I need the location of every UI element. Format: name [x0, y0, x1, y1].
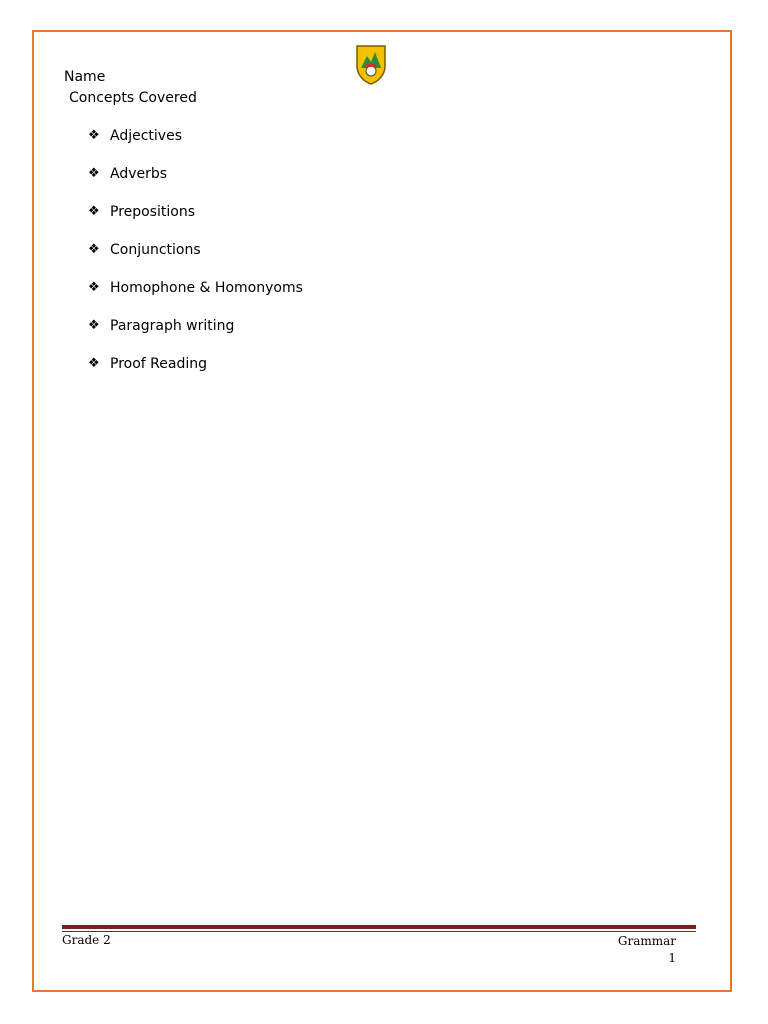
diamond-bullet-icon: ❖ — [88, 166, 100, 181]
topic-label: Adverbs — [110, 166, 168, 182]
diamond-bullet-icon: ❖ — [88, 204, 100, 219]
name-label: Name — [64, 69, 106, 85]
diamond-bullet-icon: ❖ — [88, 356, 100, 371]
page-number: 1 — [668, 951, 676, 965]
topic-label: Homophone & Homonyoms — [110, 280, 303, 296]
footer-rule — [62, 925, 696, 929]
list-item — [88, 202, 303, 240]
topic-label: Proof Reading — [110, 356, 207, 372]
school-crest-icon — [355, 44, 387, 86]
topic-label: Prepositions — [110, 204, 196, 220]
footer-rule-thin — [62, 931, 696, 932]
list-item — [88, 240, 303, 278]
topic-label: Adjectives — [110, 128, 182, 144]
list-item — [88, 126, 303, 164]
list-item — [88, 278, 303, 316]
concepts-heading: Concepts Covered — [69, 90, 197, 106]
list-item — [88, 316, 303, 354]
diamond-bullet-icon: ❖ — [88, 318, 100, 333]
diamond-bullet-icon: ❖ — [88, 242, 100, 257]
diamond-bullet-icon: ❖ — [88, 128, 100, 143]
diamond-bullet-icon: ❖ — [88, 280, 100, 295]
footer-subject — [618, 933, 676, 967]
list-item — [88, 164, 303, 202]
topic-label: Conjunctions — [110, 242, 201, 258]
footer-subject-label: Grammar — [617, 934, 676, 948]
topic-label: Paragraph writing — [110, 318, 235, 334]
topic-list — [88, 126, 303, 392]
list-item — [88, 354, 303, 392]
footer-grade: Grade 2 — [62, 933, 111, 947]
